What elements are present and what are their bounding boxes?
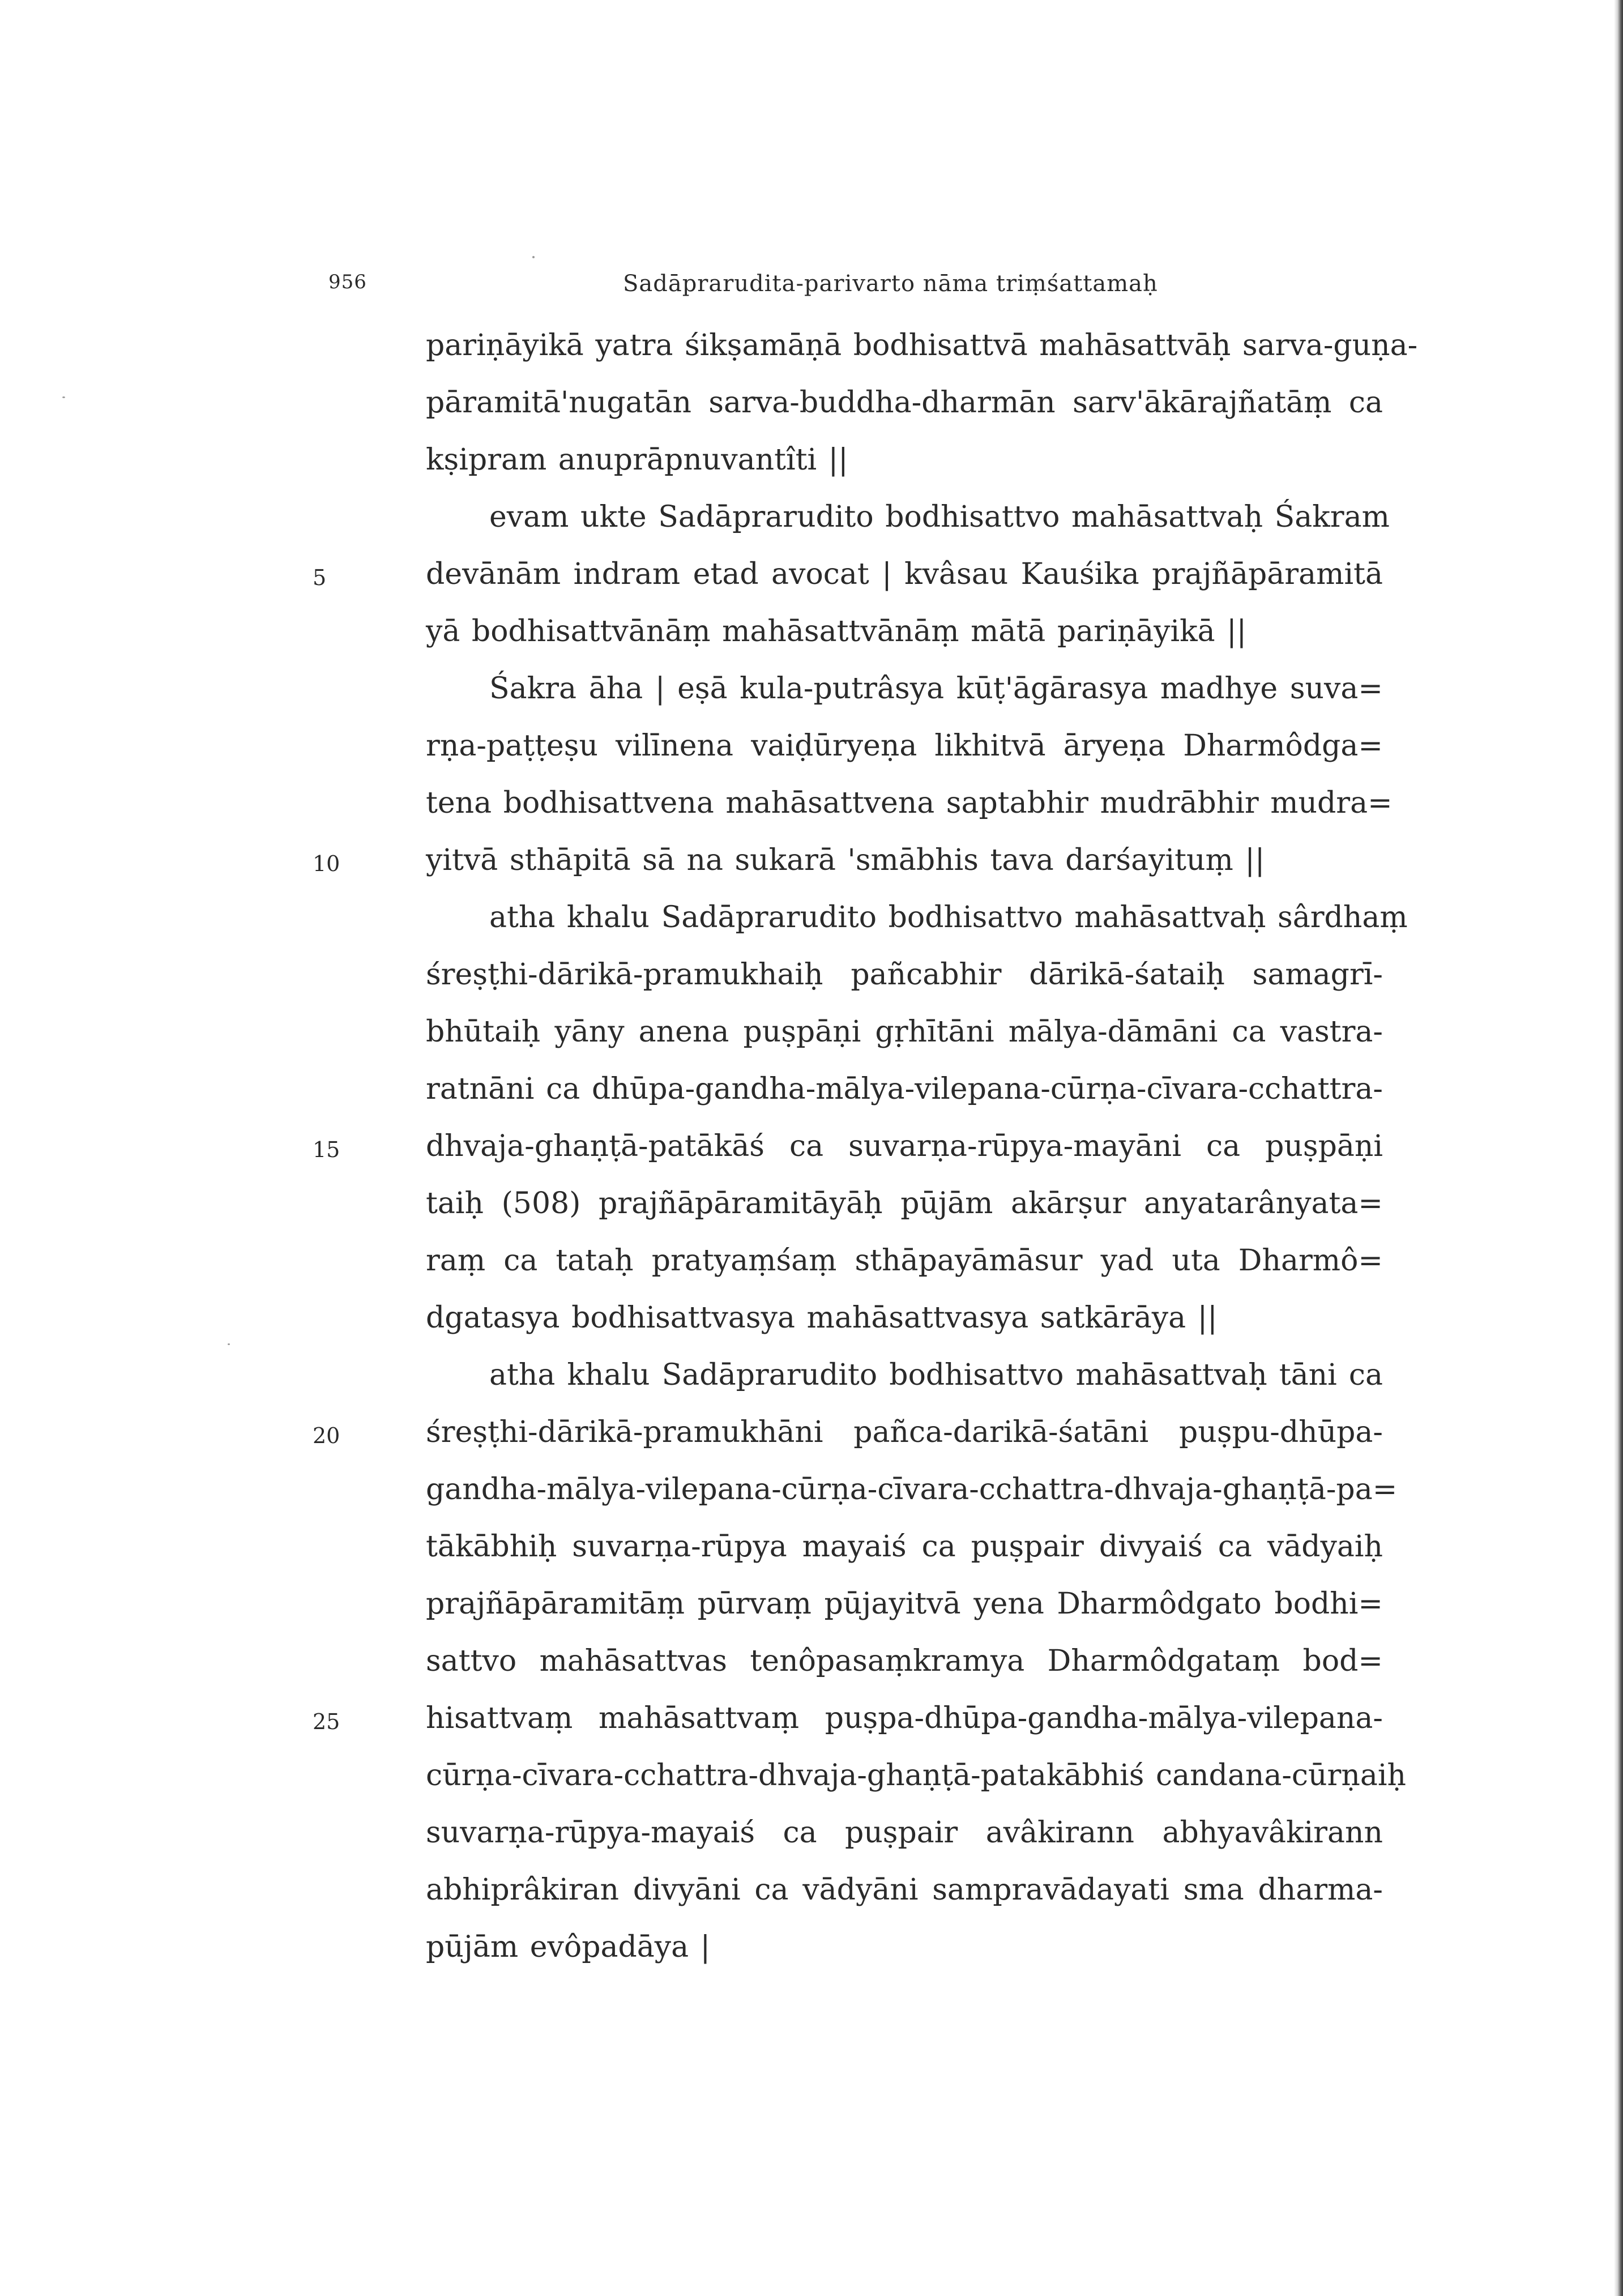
- text-line: [426, 1290, 1383, 1347]
- text-line: [313, 1404, 1383, 1461]
- page-edge-shadow: [1614, 0, 1623, 2296]
- text-line: [426, 374, 1383, 432]
- line-text: devānām indram etad avocat | kvâsau Kauśika prajñāpāramitā: [426, 557, 1383, 591]
- text-line: [426, 1232, 1383, 1290]
- paper-speck: [62, 396, 65, 398]
- line-text: dgatasya bodhisattvasya mahāsattvasya satkārāya ||: [426, 1301, 1218, 1335]
- line-text: evam ukte Sadāprarudito bodhisattvo mahāsattvaḥ Śakram: [489, 500, 1390, 534]
- text-line: [426, 1518, 1383, 1576]
- line-text: suvarṇa-rūpya-mayaiś ca puṣpair avâkirann abhyavâkirann: [426, 1816, 1383, 1850]
- line-number: 10: [313, 851, 340, 876]
- text-line: [426, 317, 1418, 374]
- text-line: [426, 946, 1383, 1004]
- text-line: [426, 718, 1383, 775]
- line-text: sattvo mahāsattvas tenôpasaṃkramya Dharmôdgataṃ bod=: [426, 1644, 1383, 1678]
- line-text: kṣipram anuprāpnuvantîti ||: [426, 443, 848, 477]
- line-text: dhvaja-ghaṇṭā-patākāś ca suvarṇa-rūpya-mayāni ca puṣpāṇi: [426, 1129, 1383, 1163]
- line-text: taiḥ (508) prajñāpāramitāyāḥ pūjām akārṣur anyatarânyata=: [426, 1187, 1383, 1220]
- line-text: pariṇāyikā yatra śikṣamāṇā bodhisattvā mahāsattvāḥ sarva-guṇa-: [426, 328, 1418, 362]
- text-line: [426, 660, 1383, 718]
- paper-speck: [228, 1343, 230, 1345]
- text-line: [313, 1118, 1383, 1175]
- text-line: [426, 889, 1408, 946]
- line-text: rṇa-paṭṭeṣu vilīnena vaiḍūryeṇa likhitvā āryeṇa Dharmôdga=: [426, 729, 1383, 763]
- line-number: 20: [313, 1423, 340, 1448]
- text-line: [426, 1862, 1383, 1919]
- text-line: [426, 1347, 1383, 1404]
- text-line: [426, 489, 1390, 546]
- line-text: ratnāni ca dhūpa-gandha-mālya-vilepana-cūrṇa-cīvara-cchattra-: [426, 1072, 1383, 1106]
- paper-speck: [532, 256, 535, 258]
- running-head: [328, 271, 1399, 305]
- line-text: tākābhiḥ suvarṇa-rūpya mayaiś ca puṣpair divyaiś ca vādyaiḥ: [426, 1530, 1383, 1564]
- line-text: śreṣṭhi-dārikā-pramukhāni pañca-darikā-śatāni puṣpu-dhūpa-: [426, 1415, 1383, 1449]
- text-line: [426, 1919, 1383, 1976]
- line-text: bhūtaiḥ yāny anena puṣpāṇi gṛhītāni mālya-dāmāni ca vastra-: [426, 1015, 1383, 1049]
- line-text: pūjām evôpadāya |: [426, 1930, 711, 1964]
- line-text: tena bodhisattvena mahāsattvena saptabhir mudrābhir mudra=: [426, 786, 1393, 820]
- chapter-title: Sadāprarudita-parivarto nāma triṃśattamaḥ: [623, 271, 1158, 297]
- text-line: [426, 1061, 1383, 1118]
- line-text: gandha-mālya-vilepana-cūrṇa-cīvara-cchattra-dhvaja-ghaṇṭā-pa=: [426, 1473, 1398, 1507]
- text-line: [426, 1576, 1383, 1633]
- line-text: hisattvaṃ mahāsattvaṃ puṣpa-dhūpa-gandha-mālya-vilepana-: [426, 1701, 1383, 1735]
- line-number: 5: [313, 565, 327, 590]
- text-line: [426, 432, 1383, 489]
- line-text: śreṣṭhi-dārikā-pramukhaiḥ pañcabhir dārikā-śataiḥ samagrī-: [426, 958, 1383, 992]
- line-text: pāramitā'nugatān sarva-buddha-dharmān sarv'ākārajñatāṃ ca: [426, 386, 1383, 420]
- text-line: [426, 603, 1383, 660]
- text-line: [426, 1175, 1383, 1232]
- text-line: [426, 1004, 1383, 1061]
- text-line: [426, 775, 1393, 832]
- text-line: [426, 1461, 1398, 1518]
- text-block: [313, 317, 1418, 1976]
- line-text: atha khalu Sadāprarudito bodhisattvo mahāsattvaḥ sârdhaṃ: [489, 901, 1408, 934]
- text-line: [313, 1690, 1383, 1747]
- line-number: 15: [313, 1137, 340, 1162]
- text-line: [313, 832, 1383, 889]
- line-text: atha khalu Sadāprarudito bodhisattvo mahāsattvaḥ tāni ca: [489, 1358, 1383, 1392]
- text-line: [426, 1747, 1407, 1804]
- text-line: [426, 1633, 1383, 1690]
- line-text: yā bodhisattvānāṃ mahāsattvānāṃ mātā pariṇāyikā ||: [426, 614, 1247, 648]
- text-line: [313, 546, 1383, 603]
- line-text: prajñāpāramitāṃ pūrvaṃ pūjayitvā yena Dharmôdgato bodhi=: [426, 1587, 1383, 1621]
- line-number: 25: [313, 1709, 340, 1734]
- line-text: abhiprâkiran divyāni ca vādyāni sampravādayati sma dharma-: [426, 1873, 1383, 1907]
- line-text: Śakra āha | eṣā kula-putrâsya kūṭ'āgārasya madhye suva=: [489, 672, 1383, 706]
- line-text: cūrṇa-cīvara-cchattra-dhvaja-ghaṇṭā-patakābhiś candana-cūrṇaiḥ: [426, 1759, 1407, 1793]
- text-line: [426, 1804, 1383, 1862]
- line-text: raṃ ca tataḥ pratyaṃśaṃ sthāpayāmāsur yad uta Dharmô=: [426, 1244, 1383, 1278]
- line-text: yitvā sthāpitā sā na sukarā 'smābhis tava darśayituṃ ||: [426, 843, 1265, 877]
- page-number: 956: [328, 271, 367, 293]
